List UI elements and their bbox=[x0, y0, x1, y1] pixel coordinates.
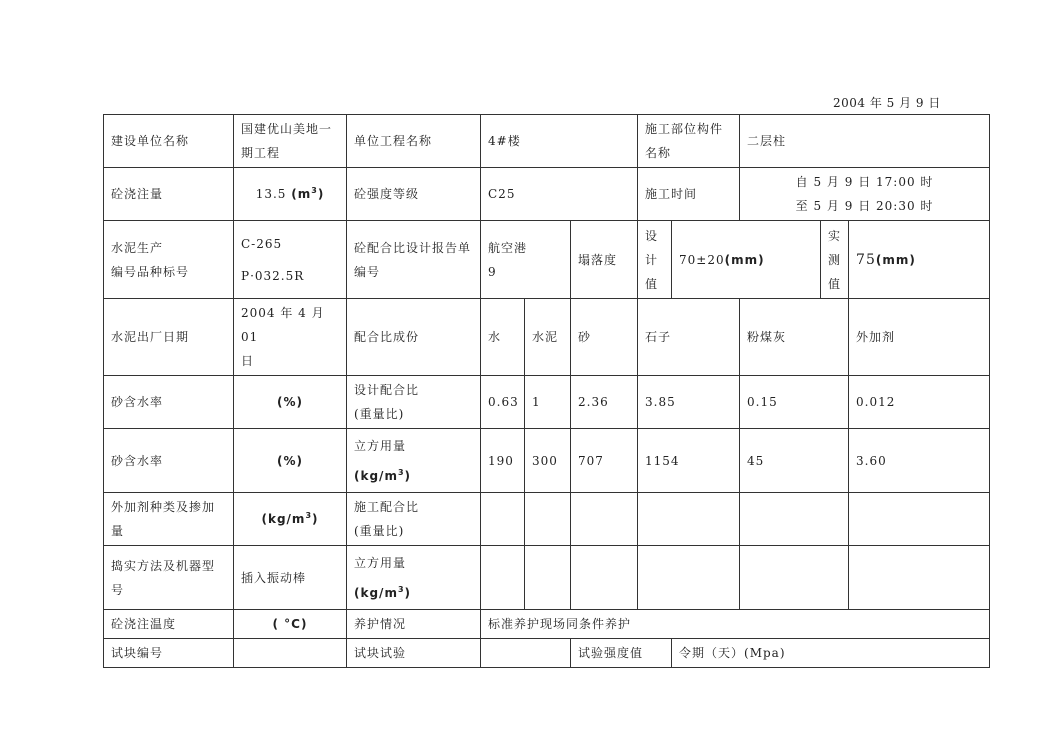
label-design-mix-ratio: 设计配合比 (重量比) bbox=[347, 376, 481, 429]
row-cubic-usage bbox=[104, 429, 990, 493]
row-compaction-method bbox=[104, 546, 990, 610]
header-water: 水 bbox=[481, 299, 525, 376]
report-date: 2004 年 5 月 9 日 bbox=[833, 96, 941, 110]
row-cement-date bbox=[104, 299, 990, 376]
label-cubic-usage-2: 立方用量 $(kg/m^3)$ bbox=[347, 546, 481, 610]
design-ratio-water: 0.63 bbox=[481, 376, 525, 429]
value-curing-status: 标准养护现场同条件养护 bbox=[481, 610, 990, 639]
label-cubic-usage: 立方用量 $(kg/m^3)$ bbox=[347, 429, 481, 493]
value-design-slump: 70±20(mm) bbox=[672, 221, 821, 299]
label-construction-time: 施工时间 bbox=[638, 168, 740, 221]
usage-cement: 300 bbox=[525, 429, 571, 493]
label-test-block-test: 试块试验 bbox=[347, 639, 481, 668]
row-test-block bbox=[104, 639, 990, 668]
usage-admixture: 3.60 bbox=[849, 429, 990, 493]
label-test-strength: 试验强度值 bbox=[571, 639, 672, 668]
label-admixture-type: 外加剂种类及掺加 量 bbox=[104, 493, 234, 546]
design-ratio-cement: 1 bbox=[525, 376, 571, 429]
label-construction-part: 施工部位构件 名称 bbox=[638, 115, 740, 168]
construction-ratio-admixture bbox=[849, 493, 990, 546]
row-pouring-volume bbox=[104, 168, 990, 221]
value-cement-production: C-265 P·032.5R bbox=[234, 221, 347, 299]
design-ratio-fly-ash: 0.15 bbox=[740, 376, 849, 429]
usage2-water bbox=[481, 546, 525, 610]
unit-percent-2: (%) bbox=[234, 429, 347, 493]
label-sand-moisture-2: 砂含水率 bbox=[104, 429, 234, 493]
value-test-block-number bbox=[234, 639, 347, 668]
label-mix-components: 配合比成份 bbox=[347, 299, 481, 376]
label-mix-report-number: 砼配合比设计报告单 编号 bbox=[347, 221, 481, 299]
unit-kg-m3: $(kg/m^3)$ bbox=[234, 493, 347, 546]
design-ratio-sand: 2.36 bbox=[571, 376, 638, 429]
construction-ratio-sand bbox=[571, 493, 638, 546]
value-unit-project: 4#楼 bbox=[481, 115, 638, 168]
row-admixture-type bbox=[104, 493, 990, 546]
row-construction-unit bbox=[104, 115, 990, 168]
label-pouring-volume: 砼浇注量 bbox=[104, 168, 234, 221]
label-test-block-number: 试块编号 bbox=[104, 639, 234, 668]
value-mix-report-number: 航空港 9 bbox=[481, 221, 571, 299]
label-slump: 塌落度 bbox=[571, 221, 638, 299]
usage2-fly-ash bbox=[740, 546, 849, 610]
header-sand: 砂 bbox=[571, 299, 638, 376]
usage-sand: 707 bbox=[571, 429, 638, 493]
unit-percent: (%) bbox=[234, 376, 347, 429]
value-strength-grade: C25 bbox=[481, 168, 638, 221]
label-pouring-temperature: 砼浇注温度 bbox=[104, 610, 234, 639]
value-pouring-volume: 13.5 $(m^3)$ bbox=[234, 168, 347, 221]
usage2-admixture bbox=[849, 546, 990, 610]
label-construction-unit: 建设单位名称 bbox=[104, 115, 234, 168]
design-ratio-stone: 3.85 bbox=[638, 376, 740, 429]
design-ratio-admixture: 0.012 bbox=[849, 376, 990, 429]
value-construction-part: 二层柱 bbox=[740, 115, 990, 168]
construction-ratio-water bbox=[481, 493, 525, 546]
usage2-cement bbox=[525, 546, 571, 610]
label-cement-production: 水泥生产 编号品种标号 bbox=[104, 221, 234, 299]
construction-ratio-stone bbox=[638, 493, 740, 546]
label-construction-mix-ratio: 施工配合比 (重量比) bbox=[347, 493, 481, 546]
concrete-pouring-record-table bbox=[103, 114, 990, 668]
header-cement: 水泥 bbox=[525, 299, 571, 376]
header-fly-ash: 粉煤灰 bbox=[740, 299, 849, 376]
usage-fly-ash: 45 bbox=[740, 429, 849, 493]
label-design-value: 设 计 值 bbox=[638, 221, 672, 299]
row-cement-production bbox=[104, 221, 990, 299]
label-cement-factory-date: 水泥出厂日期 bbox=[104, 299, 234, 376]
value-measured-slump: 75(mm) bbox=[849, 221, 990, 299]
label-strength-grade: 砼强度等级 bbox=[347, 168, 481, 221]
label-age-days-mpa: 令期（天）(Mpa) bbox=[672, 639, 990, 668]
construction-ratio-fly-ash bbox=[740, 493, 849, 546]
usage-stone: 1154 bbox=[638, 429, 740, 493]
header-stone: 石子 bbox=[638, 299, 740, 376]
usage2-sand bbox=[571, 546, 638, 610]
value-construction-unit: 国建优山美地一 期工程 bbox=[234, 115, 347, 168]
row-pouring-temperature bbox=[104, 610, 990, 639]
usage-water: 190 bbox=[481, 429, 525, 493]
value-construction-time: 自 5 月 9 日 17:00 时 至 5 月 9 日 20:30 时 bbox=[740, 168, 990, 221]
label-unit-project: 单位工程名称 bbox=[347, 115, 481, 168]
label-compaction-method: 捣实方法及机器型 号 bbox=[104, 546, 234, 610]
unit-celsius: ( °C) bbox=[234, 610, 347, 639]
construction-ratio-cement bbox=[525, 493, 571, 546]
label-measured-value: 实 测 值 bbox=[821, 221, 849, 299]
value-cement-factory-date: 2004 年 4 月 01 日 bbox=[234, 299, 347, 376]
usage2-stone bbox=[638, 546, 740, 610]
row-design-mix bbox=[104, 376, 990, 429]
value-compaction-method: 插入振动棒 bbox=[234, 546, 347, 610]
value-test-block-test bbox=[481, 639, 571, 668]
header-admixture: 外加剂 bbox=[849, 299, 990, 376]
label-sand-moisture: 砂含水率 bbox=[104, 376, 234, 429]
label-curing-status: 养护情况 bbox=[347, 610, 481, 639]
